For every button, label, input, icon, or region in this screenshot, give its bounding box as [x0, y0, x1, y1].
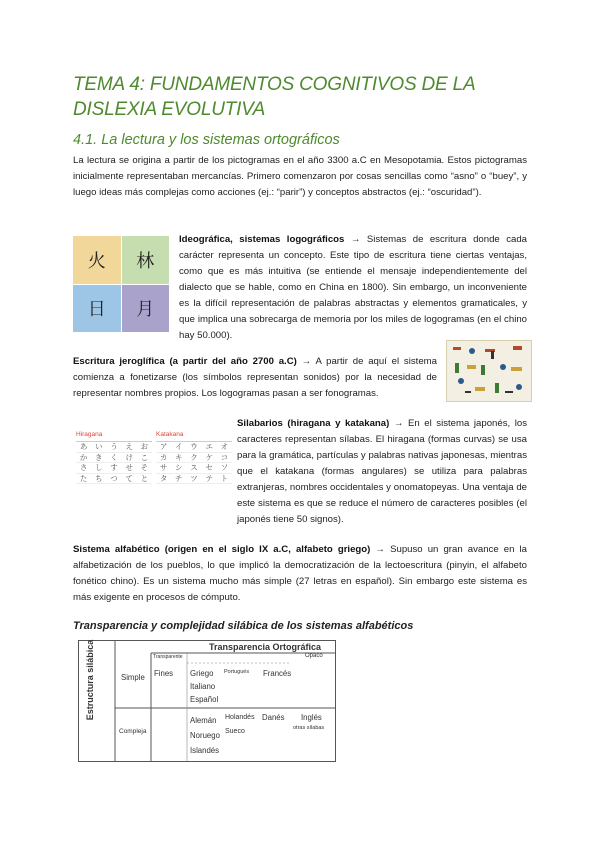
syllable-cell: お — [137, 442, 152, 453]
syllable-cell: し — [91, 463, 106, 474]
syllable-cell: ク — [186, 453, 201, 464]
kanji-grid — [73, 236, 169, 332]
syllable-cell: つ — [106, 474, 121, 485]
kanji-cell — [73, 236, 121, 284]
syllabary-label: Silabarios (hiragana y katakana) — [237, 418, 390, 429]
syllable-cell: く — [106, 453, 121, 464]
kanji-char: 林 — [136, 250, 155, 271]
alphabetic-label: Sistema alfabético (origen en el siglo IX a.C, alfabeto griego) — [73, 544, 371, 555]
alphabetic-paragraph — [73, 542, 527, 606]
syllable-cell: か — [76, 453, 91, 464]
cell-portugues: Portugués — [224, 669, 250, 675]
row1-label: Simple — [121, 673, 145, 682]
hiragana-label: Hiragana — [76, 431, 103, 438]
kanji-char: 月 — [136, 299, 155, 320]
syllable-cell: い — [91, 442, 106, 453]
syllable-cell: カ — [156, 453, 171, 464]
syllable-cell: テ — [202, 474, 217, 485]
syllable-cell: チ — [171, 474, 186, 485]
col-header: Transparencia Ortográfica — [209, 642, 322, 652]
kanji-cell — [122, 285, 170, 333]
syllable-cell: ソ — [217, 463, 232, 474]
syllable-cell: そ — [137, 463, 152, 474]
cell-frances: Francés — [263, 669, 292, 678]
sub-transparente: Transparente — [153, 654, 183, 660]
syllable-cell: う — [106, 442, 121, 453]
cell-ingles-note: otras sílabas — [293, 725, 325, 731]
syllable-cell: タ — [156, 474, 171, 485]
cell-aleman: Alemán Noruego Islandés — [190, 716, 220, 755]
cell-ingles: Inglés — [301, 713, 322, 722]
syllable-cell: た — [76, 474, 91, 485]
syllable-cell: ア — [156, 442, 171, 453]
syllable-cell: と — [137, 474, 152, 485]
kanji-char: 火 — [87, 250, 106, 271]
kanji-cell — [122, 236, 170, 284]
syllable-cell: け — [122, 453, 137, 464]
hiragana-table — [76, 431, 152, 505]
syllable-cell: ち — [91, 474, 106, 485]
hieroglyph-image — [446, 340, 532, 402]
katakana-table — [156, 431, 232, 505]
syllable-cell: こ — [137, 453, 152, 464]
syllable-cell: ケ — [202, 453, 217, 464]
syllable-cell: き — [91, 453, 106, 464]
syllable-cell: オ — [217, 442, 232, 453]
kanji-char: 日 — [87, 299, 106, 320]
syllable-cell: せ — [122, 463, 137, 474]
cell-fines: Fines — [154, 669, 174, 678]
section-title: 4.1. La lectura y los sistemas ortográficos — [73, 132, 340, 148]
syllable-cell: ウ — [186, 442, 201, 453]
syllable-cell: コ — [217, 453, 232, 464]
hieroglyphic-paragraph — [73, 354, 437, 402]
ideographic-label: Ideográfica, sistemas logográficos — [179, 234, 345, 245]
syllable-cell: て — [122, 474, 137, 485]
cell-griego: Griego Italiano Español — [190, 669, 219, 704]
syllable-cell: あ — [76, 442, 91, 453]
row-header: Estructura silábica — [85, 639, 95, 721]
ideographic-paragraph — [179, 232, 527, 344]
table-heading: Transparencia y complejidad silábica de los sistemas alfabéticos — [73, 620, 414, 632]
syllable-cell: さ — [76, 463, 91, 474]
intro-paragraph: La lectura se origina a partir de los pictogramas en el año 3300 a.C en Mesopotamia. Estos pictogramas inicialmente representaban mercancías. Primero comenzaron por cosas sencillas como “asno” o “buey”, y luego ideas más complejas como acciones (ej.: “parir”) y conceptos abstractos (ej.: “oscuridad”). — [73, 155, 527, 198]
syllable-cell: シ — [171, 463, 186, 474]
row2-label: Compleja — [119, 728, 147, 735]
cell-holandes: Holandés Sueco — [225, 714, 255, 735]
syllable-cell: イ — [171, 442, 186, 453]
syllable-cell: エ — [202, 442, 217, 453]
katakana-label: Katakana — [156, 431, 184, 438]
syllable-cell: セ — [202, 463, 217, 474]
ideographic-text: → Sistemas de escritura donde cada carácter representa un concepto. Este tipo de escritura tiene ciertas ventajas, como que es más intuitiva (se entiende el mensaje independientemente del dialecto que se hable, como en China en 1800). Sin embargo, un inconveniente es la difícil representación de palabras abstractas y elementos gramaticales, y que implica una sobrecarga de memoria por los miles de logogramas (en el chino hay 50.000). — [179, 234, 527, 341]
page-title: TEMA 4: FUNDAMENTOS COGNITIVOS DE LA DISLEXIA EVOLUTIVA — [73, 74, 475, 120]
syllable-cell: ト — [217, 474, 232, 485]
syllable-cell: キ — [171, 453, 186, 464]
hieroglyphic-label: Escritura jeroglífica (a partir del año 2700 a.C) — [73, 356, 297, 367]
cell-danes: Danés — [262, 713, 285, 722]
syllabary-text: → En el sistema japonés, los caracteres representan sílabas. El hiragana (formas curvas) se usa para la gramática, partículas y palabras nativas japonesas, mientras que el katakana (formas angulares) se utiliza para palabras extranjeras, nombres occidentales y onomatopeyas. Una ventaja de este sistema es que se reduce el número de caracteres posibles (el japonés tiene 50 signos). — [237, 418, 527, 525]
syllable-cell: ツ — [186, 474, 201, 485]
syllable-cell: え — [122, 442, 137, 453]
kanji-cell — [73, 285, 121, 333]
syllable-cell: す — [106, 463, 121, 474]
syllable-cell: サ — [156, 463, 171, 474]
sub-opaco: Opaco — [305, 653, 323, 659]
hieroglyphic-text: → A partir de aquí el sistema comienza a fonetizarse (los símbolos representan sonidos) por la necesidad de representar nombres propios. Los logogramas pasan a ser fonogramas. — [73, 356, 437, 399]
alphabetic-text: → Supuso un gran avance en la alfabetización de los pueblos, lo que implicó la democratización de la lectoescritura (pinyin, el alfabeto fonético chino). Es un sistema mucho más simple (27 letras en español). Sin embargo este sistema es más exigente en procesos de cómputo. — [73, 544, 527, 603]
syllable-cell: ス — [186, 463, 201, 474]
syllabary-paragraph — [237, 416, 527, 528]
transparency-table — [78, 640, 336, 762]
